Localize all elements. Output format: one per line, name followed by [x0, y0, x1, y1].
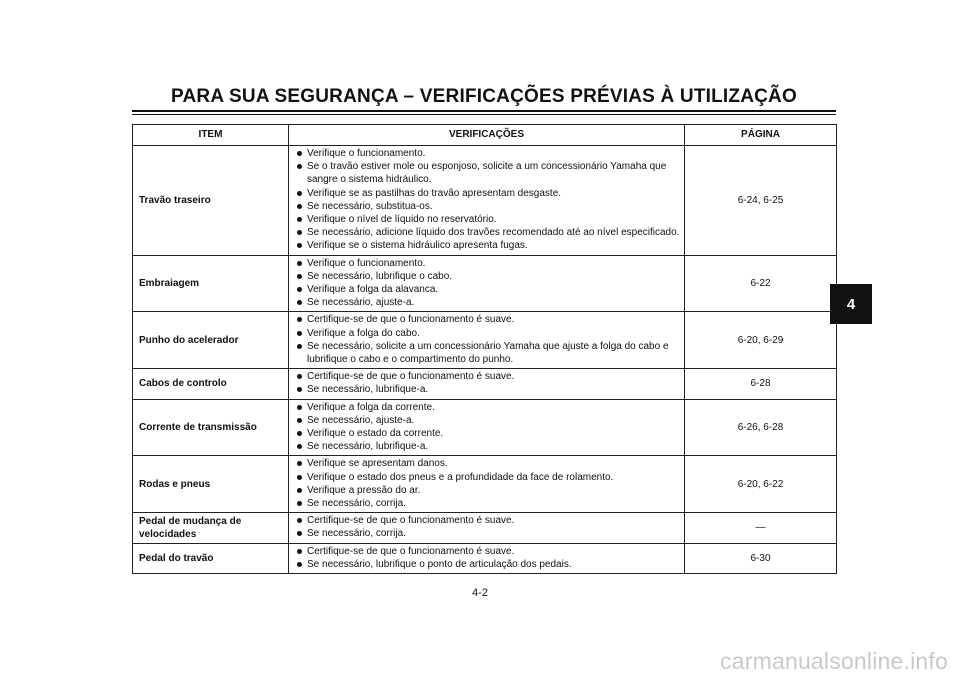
row-item: Rodas e pneus — [133, 456, 289, 513]
row-item: Punho do acelerador — [133, 312, 289, 369]
page-number: 4-2 — [472, 587, 488, 599]
table-row — [133, 255, 837, 312]
check-item: Se necessário, corrija. — [295, 497, 680, 510]
row-checks — [289, 543, 685, 573]
check-item: Verifique o funcionamento. — [295, 257, 680, 270]
check-item: Se necessário, lubrifique-a. — [295, 383, 680, 396]
check-item: Se necessário, lubrifique o cabo. — [295, 270, 680, 283]
row-page: 6-30 — [685, 543, 837, 573]
table-row — [133, 543, 837, 573]
header-checks: VERIFICAÇÕES — [289, 125, 685, 146]
check-list — [295, 313, 680, 366]
row-checks — [289, 399, 685, 456]
check-item: Verifique a folga do cabo. — [295, 327, 680, 340]
check-item: Verifique o nível de líquido no reservatório. — [295, 213, 680, 226]
title-rule — [132, 110, 836, 112]
row-checks — [289, 146, 685, 256]
check-item: Se necessário, solicite a um concessionário Yamaha que ajuste a folga do cabo e lubrifique o cabo e o compartimento do punho. — [295, 340, 680, 366]
check-item: Verifique o funcionamento. — [295, 147, 680, 160]
table-header-row — [133, 125, 837, 146]
check-item: Certifique-se de que o funcionamento é suave. — [295, 514, 680, 527]
check-item: Se necessário, lubrifique o ponto de articulação dos pedais. — [295, 558, 680, 571]
row-item: Cabos de controlo — [133, 369, 289, 399]
row-checks — [289, 255, 685, 312]
row-item: Pedal de mudança de velocidades — [133, 513, 289, 543]
check-list — [295, 514, 680, 540]
table-row — [133, 513, 837, 543]
table-row — [133, 456, 837, 513]
checks-table — [132, 124, 837, 574]
check-list — [295, 457, 680, 510]
check-item: Verifique a folga da alavanca. — [295, 283, 680, 296]
check-list — [295, 257, 680, 310]
check-item: Verifique o estado da corrente. — [295, 427, 680, 440]
table-row — [133, 146, 837, 256]
check-item: Se o travão estiver mole ou esponjoso, solicite a um concessionário Yamaha que sangre o sistema hidráulico. — [295, 160, 680, 186]
check-item: Se necessário, adicione líquido dos travões recomendado até ao nível especificado. — [295, 226, 680, 239]
row-page: 6-20, 6-22 — [685, 456, 837, 513]
check-list — [295, 545, 680, 571]
row-checks — [289, 456, 685, 513]
check-item: Se necessário, substitua-os. — [295, 200, 680, 213]
header-item: ITEM — [133, 125, 289, 146]
row-item: Embraiagem — [133, 255, 289, 312]
header-page: PÁGINA — [685, 125, 837, 146]
table-row — [133, 369, 837, 399]
check-item: Se necessário, ajuste-a. — [295, 414, 680, 427]
check-list — [295, 401, 680, 454]
check-list — [295, 370, 680, 396]
row-checks — [289, 312, 685, 369]
row-checks — [289, 369, 685, 399]
check-item: Se necessário, corrija. — [295, 527, 680, 540]
row-item: Pedal do travão — [133, 543, 289, 573]
row-page: 6-28 — [685, 369, 837, 399]
section-tab: 4 — [830, 284, 872, 324]
check-item: Certifique-se de que o funcionamento é suave. — [295, 313, 680, 326]
check-item: Se necessário, ajuste-a. — [295, 296, 680, 309]
check-item: Verifique a folga da corrente. — [295, 401, 680, 414]
row-page: 6-24, 6-25 — [685, 146, 837, 256]
row-page: 6-20, 6-29 — [685, 312, 837, 369]
check-list — [295, 147, 680, 253]
check-item: Verifique a pressão do ar. — [295, 484, 680, 497]
row-page: 6-26, 6-28 — [685, 399, 837, 456]
check-item: Certifique-se de que o funcionamento é suave. — [295, 370, 680, 383]
table-row — [133, 312, 837, 369]
row-checks — [289, 513, 685, 543]
check-item: Verifique se apresentam danos. — [295, 457, 680, 470]
check-item: Verifique se o sistema hidráulico apresenta fugas. — [295, 239, 680, 252]
page-title: PARA SUA SEGURANÇA – VERIFICAÇÕES PRÉVIAS À UTILIZAÇÃO — [171, 86, 797, 107]
row-item: Corrente de transmissão — [133, 399, 289, 456]
title-rule-thin — [132, 114, 836, 115]
row-item: Travão traseiro — [133, 146, 289, 256]
check-item: Se necessário, lubrifique-a. — [295, 440, 680, 453]
row-page: 6-22 — [685, 255, 837, 312]
watermark: carmanualsonline.info — [720, 648, 948, 674]
check-item: Verifique se as pastilhas do travão apresentam desgaste. — [295, 187, 680, 200]
table-row — [133, 399, 837, 456]
check-item: Verifique o estado dos pneus e a profundidade da face de rolamento. — [295, 471, 680, 484]
check-item: Certifique-se de que o funcionamento é suave. — [295, 545, 680, 558]
row-page: — — [685, 513, 837, 543]
